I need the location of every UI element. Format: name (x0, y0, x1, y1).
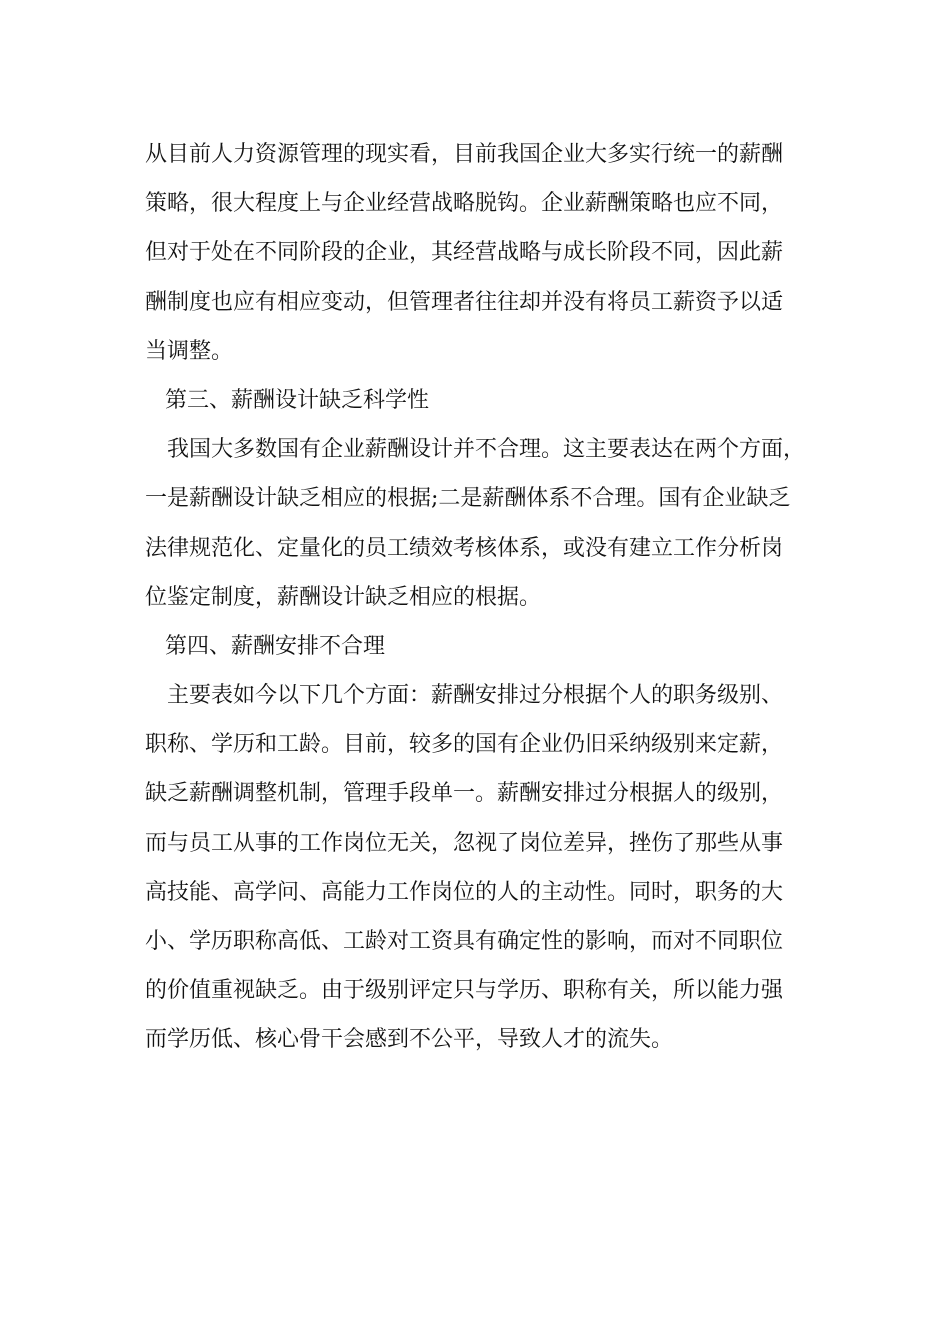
paragraph-line: 而学历低、核心骨干会感到不公平，导致人才的流失。 (145, 1027, 674, 1053)
paragraph-line: 酬制度也应有相应变动，但管理者往往却并没有将员工薪资予以适 (145, 289, 784, 315)
paragraph-line: 但对于处在不同阶段的企业，其经营战略与成长阶段不同，因此薪 (145, 240, 784, 266)
paragraph-line: 当调整。 (145, 338, 234, 364)
paragraph-line: 小、学历职称高低、工龄对工资具有确定性的影响，而对不同职位 (145, 929, 784, 954)
paragraph-line: 缺乏薪酬调整机制，管理手段单一。薪酬安排过分根据人的级别， (145, 781, 784, 807)
paragraph-line: 的价值重视缺乏。由于级别评定只与学历、职称有关，所以能力强 (145, 978, 784, 1004)
paragraph-line: 而与员工从事的工作岗位无关，忽视了岗位差异，挫伤了那些从事 (145, 830, 784, 856)
document-body (145, 130, 835, 1065)
paragraph-line: 我国大多数国有企业薪酬设计并不合理。这主要表达在两个方面， (167, 437, 806, 463)
paragraph-line: 一是薪酬设计缺乏相应的根据;二是薪酬体系不合理。国有企业缺乏 (145, 486, 791, 512)
paragraph-line: 职称、学历和工龄。目前，较多的国有企业仍旧采纳级别来定薪， (145, 732, 784, 758)
paragraph-line: 法律规范化、定量化的员工绩效考核体系，或没有建立工作分析岗 (145, 535, 784, 561)
paragraph-line: 主要表如今以下几个方面：薪酬安排过分根据个人的职务级别、 (167, 683, 784, 709)
section-heading-fourth: 第四、薪酬安排不合理 (165, 633, 386, 659)
paragraph-line: 高技能、高学问、高能力工作岗位的人的主动性。同时，职务的大 (145, 879, 784, 905)
section-heading-third: 第三、薪酬设计缺乏科学性 (165, 387, 430, 413)
paragraph-line: 策略，很大程度上与企业经营战略脱钩。企业薪酬策略也应不同， (145, 191, 784, 217)
paragraph-line: 位鉴定制度，薪酬设计缺乏相应的根据。 (145, 584, 542, 610)
paragraph-line: 从目前人力资源管理的现实看，目前我国企业大多实行统一的薪酬 (145, 142, 784, 167)
